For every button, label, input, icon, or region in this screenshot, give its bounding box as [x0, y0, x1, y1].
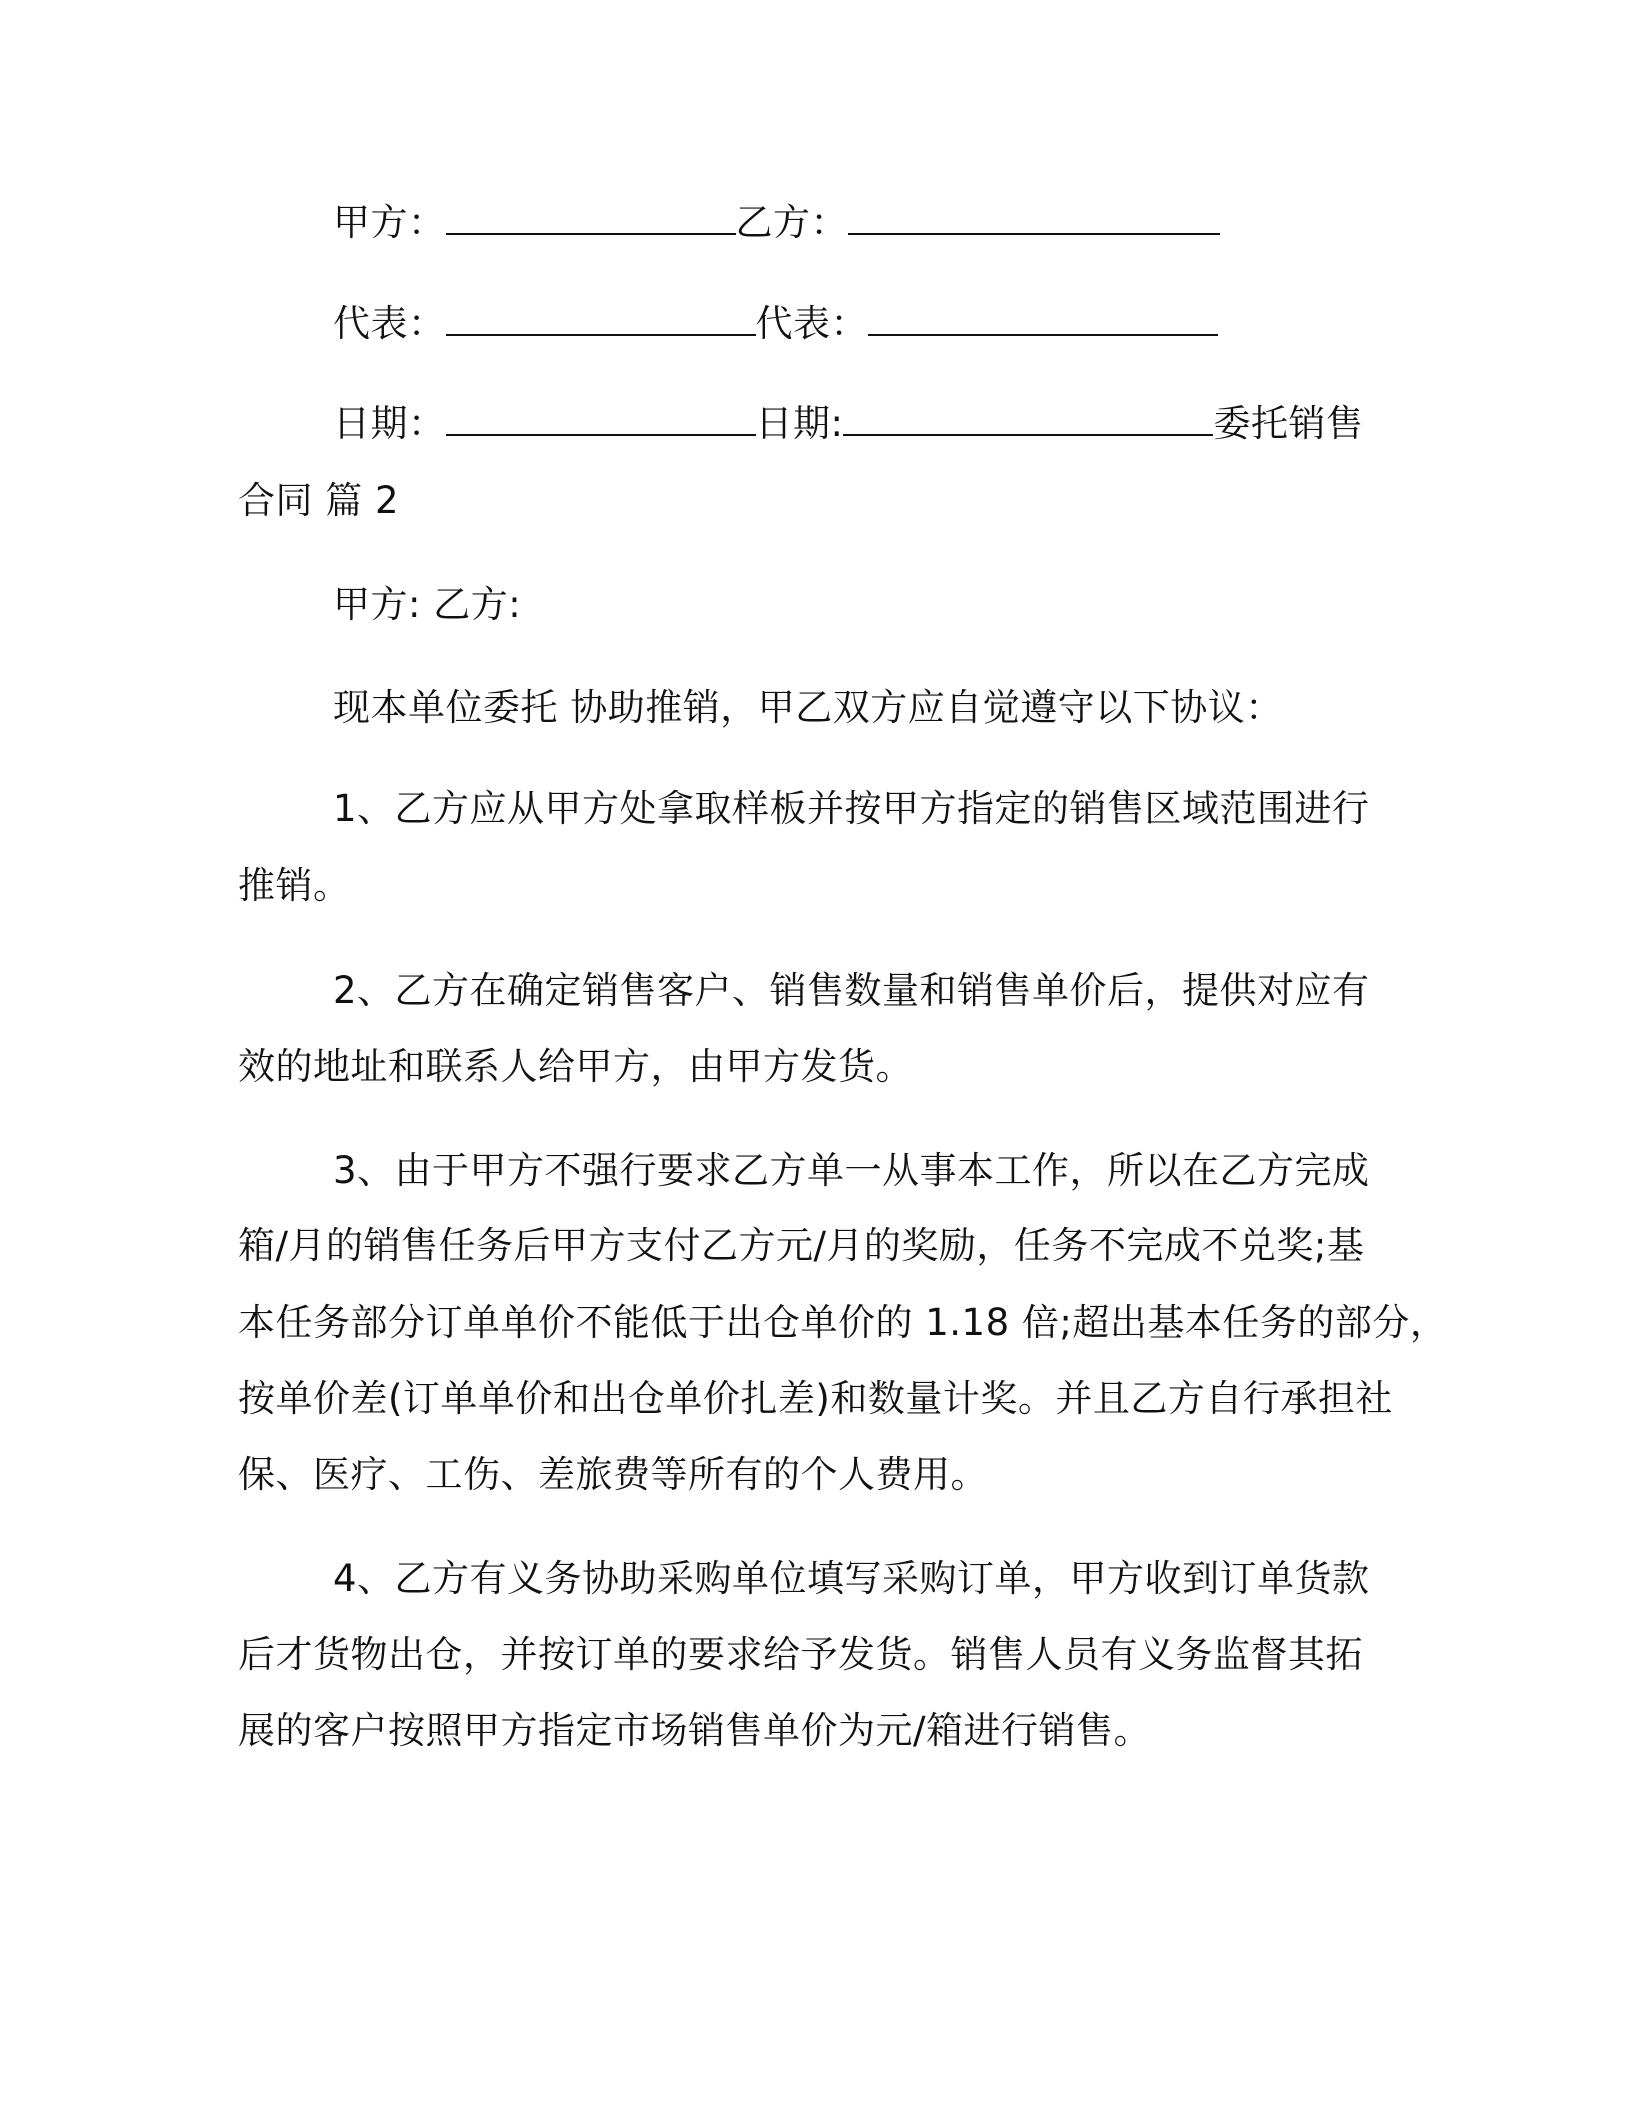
- party-a-label: 甲方：: [333, 201, 446, 244]
- signature-row-date: [333, 400, 1363, 448]
- intro-paragraph: 现本单位委托 协助推销，甲乙双方应自觉遵守以下协议：: [333, 686, 1283, 729]
- date-b-blank: [843, 404, 1213, 436]
- clause-2-line-2: 效的地址和联系人给甲方，由甲方发货。: [238, 1045, 913, 1088]
- clause-3-line-4: 按单价差(订单单价和出仓单价扎差)和数量计奖。并且乙方自行承担社: [238, 1377, 1393, 1420]
- clause-3-line-5: 保、医疗、工伤、差旅费等所有的个人费用。: [238, 1453, 988, 1496]
- party-a-blank: [446, 203, 736, 235]
- clause-2-line-1: 2、乙方在确定销售客户、销售数量和销售单价后，提供对应有: [333, 969, 1370, 1012]
- clause-3-line-2: 箱/月的销售任务后甲方支付乙方元/月的奖励，任务不完成不兑奖;基: [238, 1224, 1365, 1267]
- representative-a-blank: [446, 304, 756, 336]
- date-b-label: 日期:: [755, 402, 844, 445]
- clause-4-line-2: 后才货物出仓，并按订单的要求给予发货。销售人员有义务监督其拓: [238, 1633, 1363, 1676]
- clause-1-line-2: 推销。: [238, 864, 351, 907]
- representative-b-label: 代表：: [755, 302, 868, 345]
- clause-4-line-3: 展的客户按照甲方指定市场销售单价为元/箱进行销售。: [238, 1709, 1151, 1752]
- clause-1-line-1: 1、乙方应从甲方处拿取样板并按甲方指定的销售区域范围进行: [333, 787, 1370, 830]
- representative-a-label: 代表：: [333, 302, 446, 345]
- parties-line: 甲方: 乙方:: [333, 583, 522, 626]
- signature-row-party: [333, 199, 1220, 247]
- clause-4-line-1: 4、乙方有义务协助采购单位填写采购订单，甲方收到订单货款: [333, 1557, 1370, 1600]
- party-b-label: 乙方：: [735, 201, 848, 244]
- date-a-blank: [446, 404, 756, 436]
- party-b-blank: [848, 203, 1220, 235]
- section-title-continuation: 合同 篇 2: [238, 479, 400, 522]
- section-title-start: 委托销售: [1213, 402, 1364, 445]
- clause-3-line-1: 3、由于甲方不强行要求乙方单一从事本工作，所以在乙方完成: [333, 1149, 1370, 1192]
- representative-b-blank: [868, 304, 1218, 336]
- clause-3-line-3: 本任务部分订单单价不能低于出仓单价的 1.18 倍;超出基本任务的部分，: [238, 1301, 1448, 1344]
- date-a-label: 日期：: [333, 402, 446, 445]
- signature-row-representative: [333, 300, 1218, 348]
